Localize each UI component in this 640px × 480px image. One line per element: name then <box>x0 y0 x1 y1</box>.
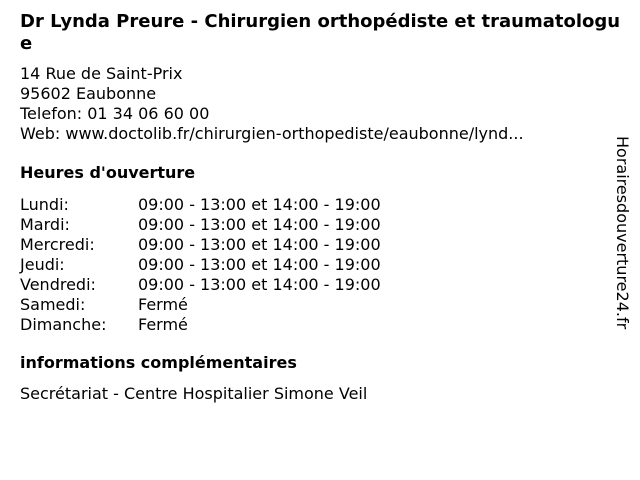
page-title: Dr Lynda Preure - Chirurgien orthopédiste et traumatologue <box>20 11 621 54</box>
day-label: Vendredi: <box>20 275 96 294</box>
day-hours: 09:00 - 13:00 et 14:00 - 19:00 <box>138 255 381 274</box>
hours-row-wednesday <box>20 235 381 255</box>
additional-info-heading: informations complémentaires <box>20 353 297 372</box>
day-label: Jeudi: <box>20 255 65 274</box>
day-label: Lundi: <box>20 195 69 214</box>
opening-hours-heading: Heures d'ouverture <box>20 163 196 182</box>
address-block <box>20 64 524 144</box>
day-hours: 09:00 - 13:00 et 14:00 - 19:00 <box>138 195 381 214</box>
day-hours: Fermé <box>138 295 188 314</box>
hours-row-monday <box>20 195 381 215</box>
day-hours: 09:00 - 13:00 et 14:00 - 19:00 <box>138 215 381 234</box>
hours-row-sunday <box>20 315 381 335</box>
day-label: Dimanche: <box>20 315 107 334</box>
city-postcode: 95602 Eaubonne <box>20 84 157 103</box>
day-hours: 09:00 - 13:00 et 14:00 - 19:00 <box>138 275 381 294</box>
phone-number[interactable]: Telefon: 01 34 06 60 00 <box>20 104 210 123</box>
day-hours: Fermé <box>138 315 188 334</box>
day-label: Mercredi: <box>20 235 95 254</box>
day-hours: 09:00 - 13:00 et 14:00 - 19:00 <box>138 235 381 254</box>
hours-row-friday <box>20 275 381 295</box>
hours-row-saturday <box>20 295 381 315</box>
opening-hours-table <box>20 195 381 335</box>
hours-row-tuesday <box>20 215 381 235</box>
street-address: 14 Rue de Saint-Prix <box>20 64 183 83</box>
day-label: Samedi: <box>20 295 86 314</box>
website-link[interactable]: Web: www.doctolib.fr/chirurgien-orthopediste/eaubonne/lynd... <box>20 124 524 143</box>
site-watermark: Horairesdouverture24.fr <box>613 136 632 330</box>
hours-row-thursday <box>20 255 381 275</box>
additional-info-text: Secrétariat - Centre Hospitalier Simone Veil <box>20 384 368 403</box>
day-label: Mardi: <box>20 215 70 234</box>
